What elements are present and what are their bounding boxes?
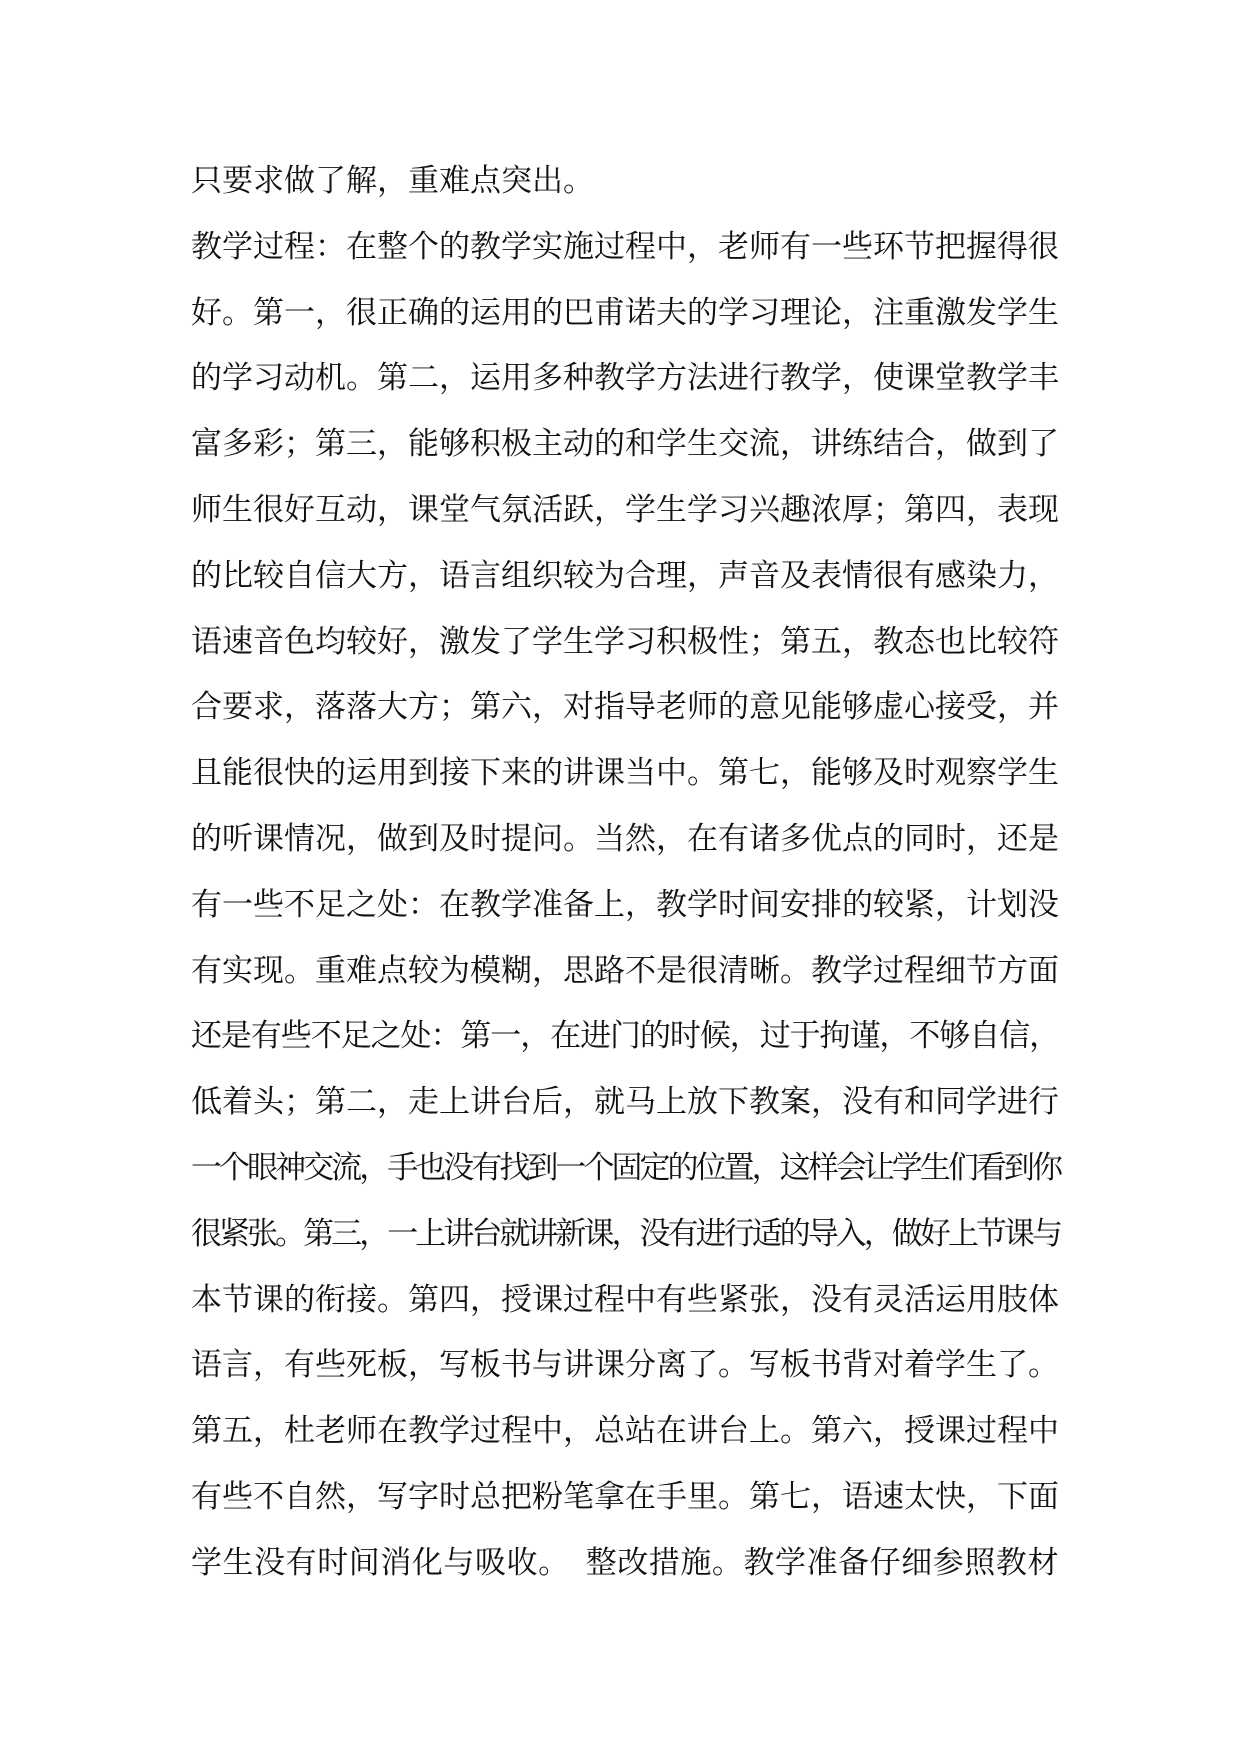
text-line: 一个眼神交流，手也没有找到一个固定的位置，这样会让学生们看到你 [191, 1149, 1060, 1186]
text-line: 有些不自然，写字时总把粉笔拿在手里。第七，语速太快，下面 [191, 1478, 1059, 1515]
text-line: 很紧张。第三，一上讲台就讲新课，没有进行适的导入，做好上节课与 [191, 1215, 1060, 1252]
text-line: 只要求做了解，重难点突出。 [191, 163, 594, 199]
text-line: 还是有些不足之处：第一，在进门的时候，过于拘谨，不够自信， [191, 1018, 1059, 1055]
text-line: 的学习动机。第二，运用多种教学方法进行教学，使课堂教学丰 [191, 360, 1059, 397]
text-line: 低着头；第二，走上讲台后，就马上放下教案，没有和同学进行 [191, 1084, 1059, 1121]
text-line: 学生没有时间消化与吸收。 整改措施。教学准备仔细参照教材 [191, 1544, 1059, 1581]
text-line: 教学过程：在整个的教学实施过程中，老师有一些环节把握得很 [191, 228, 1059, 265]
text-line: 的比较自信大方，语言组织较为合理，声音及表情很有感染力， [191, 557, 1059, 594]
text-line: 富多彩；第三，能够积极主动的和学生交流，讲练结合，做到了 [191, 426, 1059, 463]
text-line: 第五，杜老师在教学过程中，总站在讲台上。第六，授课过程中 [191, 1413, 1059, 1450]
text-line: 师生很好互动，课堂气氛活跃，学生学习兴趣浓厚；第四，表现 [191, 491, 1059, 528]
text-line: 语言，有些死板，写板书与讲课分离了。写板书背对着学生了。 [191, 1347, 1059, 1384]
text-line: 好。第一，很正确的运用的巴甫诺夫的学习理论，注重激发学生 [191, 294, 1059, 331]
text-line: 有一些不足之处：在教学准备上，教学时间安排的较紧，计划没 [191, 886, 1059, 923]
text-line: 语速音色均较好，激发了学生学习积极性；第五，教态也比较符 [191, 623, 1059, 660]
document-body [191, 149, 1059, 1597]
text-line: 本节课的衔接。第四，授课过程中有些紧张，没有灵活运用肢体 [191, 1281, 1059, 1318]
text-line: 的听课情况，做到及时提问。当然，在有诸多优点的同时，还是 [191, 820, 1059, 857]
text-line: 合要求，落落大方；第六，对指导老师的意见能够虚心接受，并 [191, 689, 1059, 726]
text-line: 且能很快的运用到接下来的讲课当中。第七，能够及时观察学生 [191, 755, 1059, 792]
text-line: 有实现。重难点较为模糊，思路不是很清晰。教学过程细节方面 [191, 952, 1059, 989]
